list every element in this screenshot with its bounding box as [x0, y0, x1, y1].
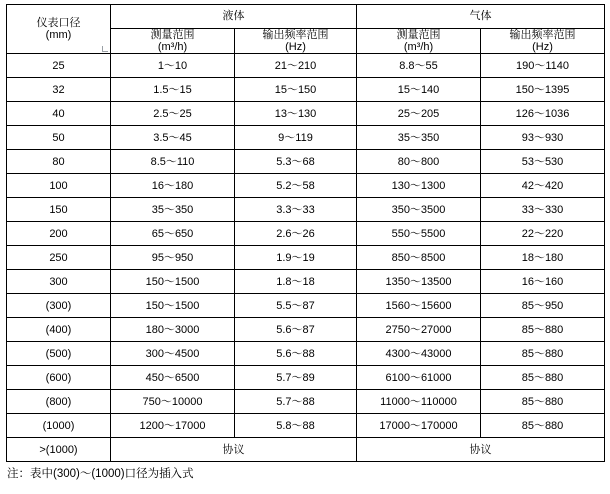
cell-liquid-range: 1.5～15 — [111, 78, 235, 102]
header-gas-range — [357, 29, 481, 54]
cell-liquid-frequency: 5.6～87 — [235, 318, 357, 342]
header-instrument-size-unit: (mm) — [45, 29, 72, 42]
cell-liquid-frequency: 5.8～88 — [235, 414, 357, 438]
cell-size: 200 — [7, 222, 111, 246]
table-header-row-groups — [7, 5, 605, 29]
cell-liquid-frequency: 5.6～88 — [235, 342, 357, 366]
caret-icon — [102, 44, 108, 52]
cell-gas-range: 130～1300 — [357, 174, 481, 198]
cell-size: 25 — [7, 54, 111, 78]
table-row — [7, 222, 605, 246]
cell-gas-range: 80～800 — [357, 150, 481, 174]
table-row — [7, 102, 605, 126]
cell-liquid-range: 150～1500 — [111, 294, 235, 318]
header-gas-frequency-label: 输出频率范围 — [509, 29, 576, 41]
cell-liquid-frequency: 9～119 — [235, 126, 357, 150]
cell-liquid-frequency: 1.9～19 — [235, 246, 357, 270]
cell-size: 40 — [7, 102, 111, 126]
cell-gas-frequency: 85～880 — [481, 390, 605, 414]
header-liquid-frequency-unit: (Hz) — [285, 41, 306, 54]
cell-liquid-frequency: 2.6～26 — [235, 222, 357, 246]
cell-liquid-range: 1200～17000 — [111, 414, 235, 438]
table-row — [7, 78, 605, 102]
cell-liquid-range: 95～950 — [111, 246, 235, 270]
cell-liquid-range: 8.5～110 — [111, 150, 235, 174]
header-liquid-range-unit: (m³/h) — [157, 41, 188, 54]
cell-gas-range: 1560～15600 — [357, 294, 481, 318]
cell-gas-range: 1350～13500 — [357, 270, 481, 294]
cell-gas-range: 15～140 — [357, 78, 481, 102]
cell-size: 50 — [7, 126, 111, 150]
cell-size: (1000) — [7, 414, 111, 438]
table-row — [7, 150, 605, 174]
table-row — [7, 198, 605, 222]
cell-gas-frequency: 42～420 — [481, 174, 605, 198]
cell-gas-frequency: 85～880 — [481, 318, 605, 342]
cell-gas-range: 350～3500 — [357, 198, 481, 222]
cell-liquid-range: 1～10 — [111, 54, 235, 78]
cell-liquid-frequency: 5.5～87 — [235, 294, 357, 318]
cell-liquid-range: 16～180 — [111, 174, 235, 198]
cell-liquid-range: 65～650 — [111, 222, 235, 246]
cell-size: 150 — [7, 198, 111, 222]
cell-liquid-range: 180～3000 — [111, 318, 235, 342]
cell-liquid-range: 750～10000 — [111, 390, 235, 414]
cell-gas-frequency: 85～880 — [481, 342, 605, 366]
header-liquid-range — [111, 29, 235, 54]
cell-size: 250 — [7, 246, 111, 270]
cell-liquid-range: 300～4500 — [111, 342, 235, 366]
cell-gas-range: 8.8～55 — [357, 54, 481, 78]
cell-liquid-frequency: 5.7～89 — [235, 366, 357, 390]
cell-gas-frequency: 190～1140 — [481, 54, 605, 78]
cell-gas-range: 4300～43000 — [357, 342, 481, 366]
cell-liquid-frequency: 21～210 — [235, 54, 357, 78]
cell-liquid-frequency: 5.7～88 — [235, 390, 357, 414]
table-row — [7, 246, 605, 270]
table-row — [7, 294, 605, 318]
table-row-agreement — [7, 438, 605, 462]
cell-size: 80 — [7, 150, 111, 174]
cell-liquid-range: 450～6500 — [111, 366, 235, 390]
cell-size: (300) — [7, 294, 111, 318]
cell-liquid-range: 3.5～45 — [111, 126, 235, 150]
cell-liquid-frequency: 3.3～33 — [235, 198, 357, 222]
cell-gas-frequency: 22～220 — [481, 222, 605, 246]
table-row — [7, 342, 605, 366]
header-instrument-size — [7, 5, 111, 54]
cell-gas-agreement: 协议 — [357, 438, 605, 462]
cell-liquid-frequency: 5.2～58 — [235, 174, 357, 198]
cell-gas-range: 17000～170000 — [357, 414, 481, 438]
cell-gas-range: 6100～61000 — [357, 366, 481, 390]
header-group-gas: 气体 — [357, 5, 605, 29]
cell-size: (400) — [7, 318, 111, 342]
cell-size: >(1000) — [7, 438, 111, 462]
header-gas-range-unit: (m³/h) — [403, 41, 434, 54]
cell-gas-frequency: 53～530 — [481, 150, 605, 174]
cell-gas-frequency: 16～160 — [481, 270, 605, 294]
cell-liquid-frequency: 15～150 — [235, 78, 357, 102]
cell-size: (800) — [7, 390, 111, 414]
cell-liquid-range: 2.5～25 — [111, 102, 235, 126]
cell-gas-frequency: 150～1395 — [481, 78, 605, 102]
cell-liquid-range: 150～1500 — [111, 270, 235, 294]
table-row — [7, 390, 605, 414]
cell-size: (600) — [7, 366, 111, 390]
cell-gas-range: 35～350 — [357, 126, 481, 150]
cell-gas-range: 550～5500 — [357, 222, 481, 246]
instrument-spec-table — [6, 4, 605, 462]
cell-size: 32 — [7, 78, 111, 102]
cell-size: 300 — [7, 270, 111, 294]
header-liquid-frequency — [235, 29, 357, 54]
table-note: 注：表中(300)～(1000)口径为插入式 — [7, 468, 194, 481]
cell-liquid-agreement: 协议 — [111, 438, 357, 462]
cell-size: (500) — [7, 342, 111, 366]
cell-gas-frequency: 85～880 — [481, 414, 605, 438]
table-row — [7, 366, 605, 390]
cell-gas-range: 25～205 — [357, 102, 481, 126]
header-gas-frequency — [481, 29, 605, 54]
header-instrument-size-label: 仪表口径 — [36, 17, 81, 29]
cell-liquid-frequency: 13～130 — [235, 102, 357, 126]
header-group-liquid: 液体 — [111, 5, 357, 29]
header-liquid-frequency-label: 输出频率范围 — [262, 29, 329, 41]
cell-gas-frequency: 126～1036 — [481, 102, 605, 126]
table-row — [7, 414, 605, 438]
table-row — [7, 270, 605, 294]
cell-gas-frequency: 85～880 — [481, 366, 605, 390]
cell-gas-frequency: 93～930 — [481, 126, 605, 150]
cell-liquid-range: 35～350 — [111, 198, 235, 222]
cell-gas-range: 2750～27000 — [357, 318, 481, 342]
header-gas-range-label: 测量范围 — [396, 29, 441, 41]
table-row — [7, 54, 605, 78]
cell-gas-frequency: 33～330 — [481, 198, 605, 222]
table-row — [7, 174, 605, 198]
cell-gas-range: 850～8500 — [357, 246, 481, 270]
cell-gas-frequency: 18～180 — [481, 246, 605, 270]
cell-liquid-frequency: 1.8～18 — [235, 270, 357, 294]
header-gas-frequency-unit: (Hz) — [532, 41, 553, 54]
cell-gas-frequency: 85～950 — [481, 294, 605, 318]
table-row — [7, 318, 605, 342]
cell-gas-range: 11000～110000 — [357, 390, 481, 414]
cell-size: 100 — [7, 174, 111, 198]
header-liquid-range-label: 测量范围 — [150, 29, 195, 41]
cell-liquid-frequency: 5.3～68 — [235, 150, 357, 174]
table-row — [7, 126, 605, 150]
